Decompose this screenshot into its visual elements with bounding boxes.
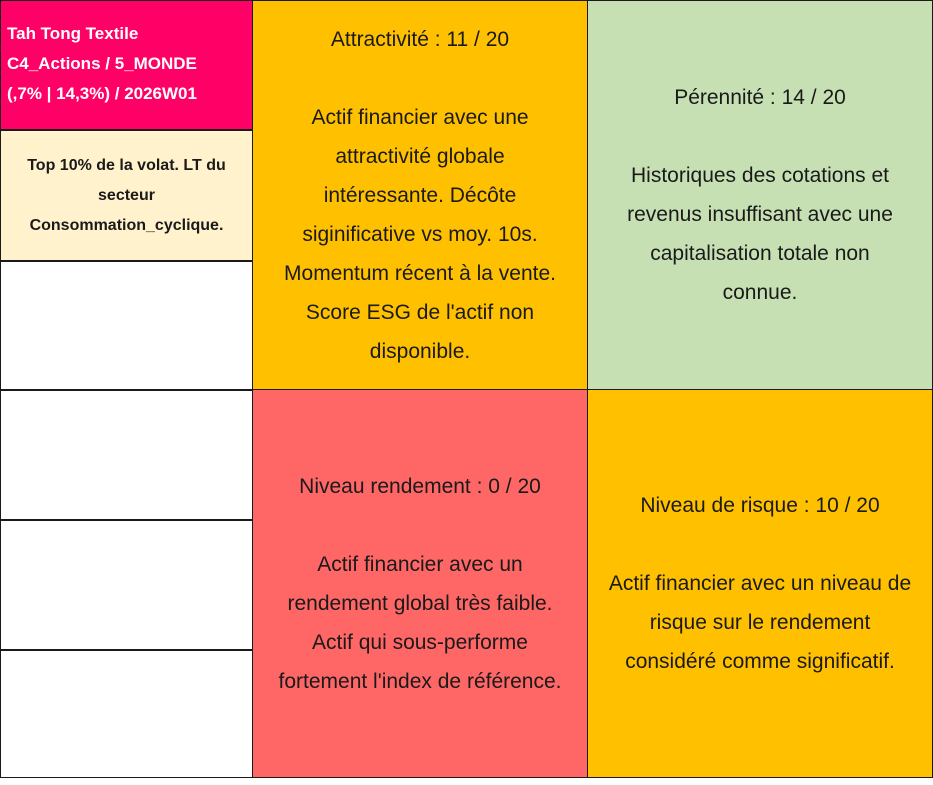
perennite-line: Historiques des cotations et [631, 164, 889, 187]
empty-cell-3 [0, 520, 253, 650]
attractivite-line: Score ESG de l'actif non [305, 300, 535, 324]
asset-category: C4_Actions / 5_MONDE [7, 54, 197, 73]
note-line-3: Consommation_cyclique. [29, 216, 224, 234]
rendement-line: fortement l'index de référence. [278, 669, 562, 693]
empty-cell-4 [0, 650, 253, 778]
perennite-line: revenus insuffisant avec une [627, 203, 893, 226]
empty-cell-2 [0, 390, 253, 520]
attractivite-line: Actif financier avec une [311, 105, 529, 129]
attractivite-cell [252, 0, 588, 390]
attractivite-line: siginificative vs moy. 10s. [302, 222, 538, 246]
note-line-2: secteur [98, 186, 155, 204]
risque-line: risque sur le rendement [649, 611, 871, 634]
rendement-line: Actif qui sous-performe [312, 630, 528, 654]
perennite-line: capitalisation totale non [650, 242, 870, 265]
asset-stats: (,7% | 14,3%) / 2026W01 [7, 84, 197, 103]
asset-header-cell [0, 0, 253, 130]
rendement-line: Actif financier avec un [317, 552, 523, 576]
risque-title: Niveau de risque : 10 / 20 [640, 494, 880, 517]
asset-name: Tah Tong Textile [7, 24, 139, 43]
attractivite-line: Momentum récent à la vente. [284, 261, 556, 285]
perennite-title: Pérennité : 14 / 20 [674, 86, 846, 109]
empty-cell-1 [0, 261, 253, 390]
risque-line: considéré comme significatif. [625, 650, 895, 673]
risque-cell [587, 389, 933, 778]
attractivite-title: Attractivité : 11 / 20 [330, 27, 510, 51]
attractivite-line: intéressante. Décôte [323, 183, 517, 207]
volatility-note-cell [0, 130, 253, 261]
rendement-cell [252, 389, 588, 778]
perennite-cell [587, 0, 933, 390]
risque-line: Actif financier avec un niveau de [608, 572, 912, 595]
perennite-line: connue. [722, 281, 798, 304]
attractivite-line: disponible. [369, 339, 471, 363]
rendement-title: Niveau rendement : 0 / 20 [299, 474, 541, 498]
note-line-1: Top 10% de la volat. LT du [27, 156, 226, 174]
attractivite-line: attractivité globale [335, 144, 505, 168]
rendement-line: rendement global très faible. [287, 591, 553, 615]
